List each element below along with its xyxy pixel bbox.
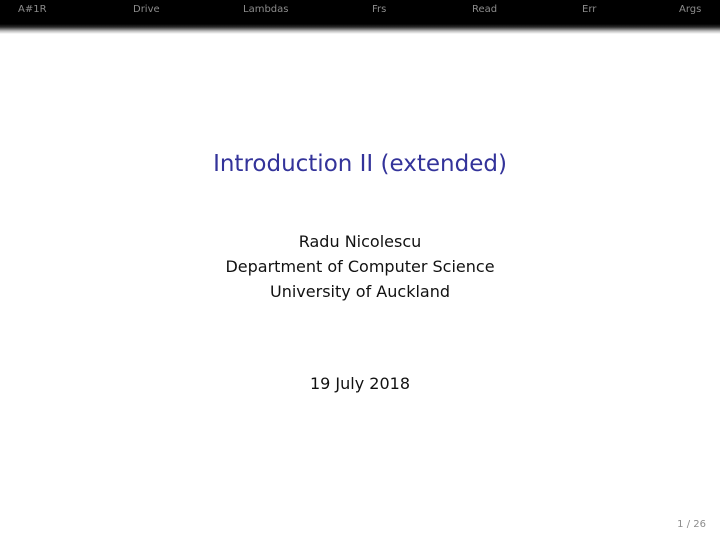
navigation-bar [0, 0, 720, 34]
nav-item-frs[interactable]: Frs [372, 4, 387, 15]
presentation-date: 19 July 2018 [309, 374, 411, 393]
author-name: Radu Nicolescu [298, 232, 422, 251]
page-number: 1 / 26 [677, 519, 706, 530]
author-block [0, 229, 720, 304]
nav-item-err[interactable]: Err [582, 4, 597, 15]
nav-item-a1r[interactable]: A#1R [18, 4, 47, 15]
university-name: University of Auckland [270, 282, 450, 301]
nav-item-lambdas[interactable]: Lambdas [243, 4, 289, 15]
nav-item-drive[interactable]: Drive [133, 4, 160, 15]
nav-item-read[interactable]: Read [472, 4, 498, 15]
nav-item-args[interactable]: Args [679, 4, 702, 15]
department-name: Department of Computer Science [225, 257, 495, 276]
slide-title: Introduction II (extended) [213, 151, 507, 177]
